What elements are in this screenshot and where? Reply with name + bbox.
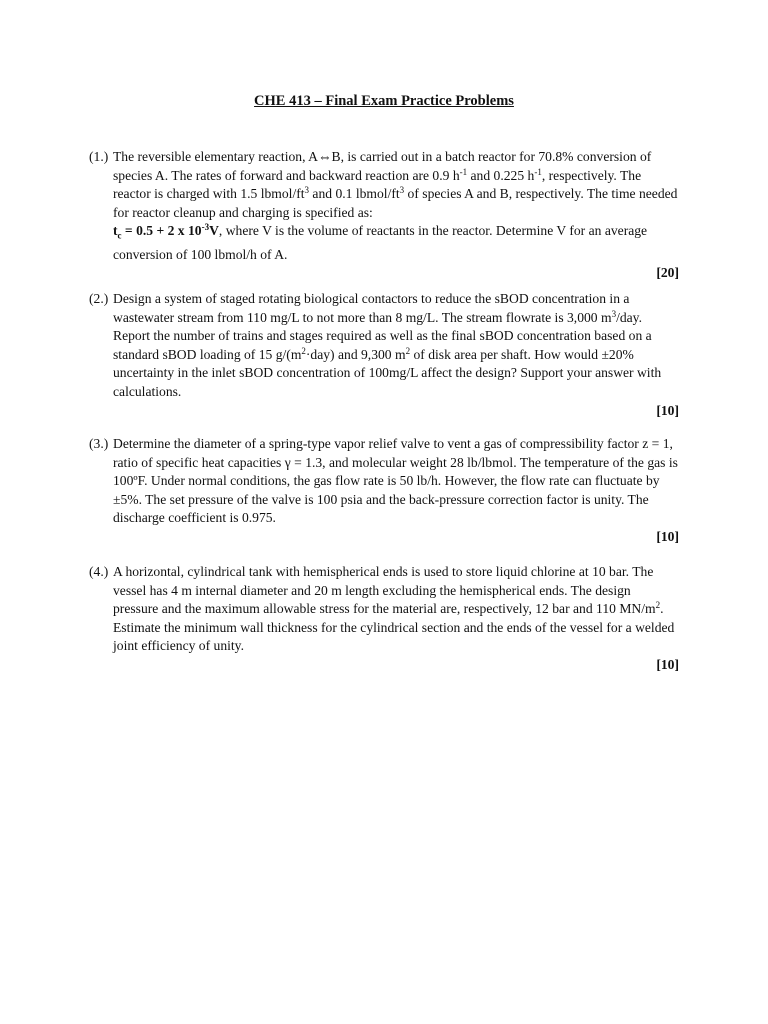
problem-marks: [10] <box>656 528 679 544</box>
page-title: CHE 413 – Final Exam Practice Problems <box>254 93 514 109</box>
problem-number: (3.) <box>89 436 109 451</box>
problem-marks: [20] <box>656 265 679 281</box>
problem-number: (2.) <box>89 291 109 306</box>
problem-marks: [10] <box>656 656 679 672</box>
problem-4 <box>89 563 679 675</box>
problem-text: The reversible elementary reaction, A⇔B, is carried out in a batch reactor for 70.8% conversion of species A. The rates of forward and backward reaction are 0.9 $h^{-1}$ and 0.225 $h^{-1}$, respectively. The reactor is charged with 1.5 lbmol/$ft^3$ and 0.1 lbmol/$ft^3$ of species A and B, respectively. The time needed for reactor cleanup and charging is specified as: $t_c = 0.5 + 2$ x $10^{-3}V$, where V is the volume of reactants in the reactor. Determine V for an average conversion of 100 lbmol/h of A. <box>113 149 678 262</box>
problem-number: (1.) <box>89 149 109 164</box>
cleanup-formula: $t_c = 0.5 + 2$ x $10^{-3}V$ <box>113 222 219 242</box>
problem-text: Determine the diameter of a spring-type vapor relief valve to vent a gas of compressibility factor z = 1, ratio of specific heat capacities γ = 1.3, and molecular weight 28 lb/lbmol. The temperature of the gas is 100ºF. Under normal conditions, the gas flow rate is 50 lb/h. However, the flow rate can fluctuate by ±5%. The set pressure of the valve is 100 psia and the back-pressure correction factor is unity. The discharge coefficient is 0.975. <box>113 436 678 526</box>
problem-2 <box>89 290 679 420</box>
problem-1 <box>89 148 679 283</box>
problem-number: (4.) <box>89 564 109 579</box>
problem-text: Design a system of staged rotating biological contactors to reduce the sBOD concentration in a wastewater stream from 110 mg/L to not more than 8 mg/L. The stream flowrate is 3,000 $m^3$/day. Report the number of trains and stages required as well as the final sBOD concentration based on a standard sBOD loading of 15 $g/(m^2\cdot day)$ and 9,300 $m^2$ of disk area per shaft. How would ±20% uncertainty in the inlet sBOD concentration of 100mg/L affect the design? Support your answer with calculations. <box>113 291 662 399</box>
equilibrium-arrow-icon: ⇔ <box>317 149 332 164</box>
problem-marks: [10] <box>656 402 679 418</box>
problem-3 <box>89 435 679 547</box>
problem-text: A horizontal, cylindrical tank with hemispherical ends is used to store liquid chlorine at 10 bar. The vessel has 4 m internal diameter and 20 m length excluding the hemispherical ends. The design pressure and the maximum allowable stress for the material are, respectively, 12 bar and 110 $MN/m^2$. Estimate the minimum wall thickness for the cylindrical section and the ends of the vessel for a welded joint efficiency of unity. <box>113 564 675 654</box>
